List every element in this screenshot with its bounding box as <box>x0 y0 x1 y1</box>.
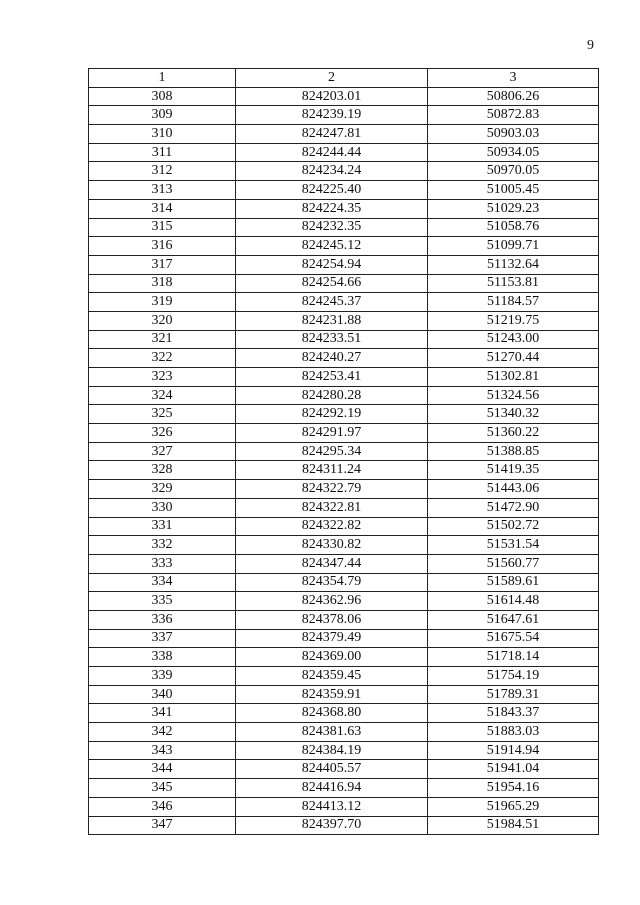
table-row <box>89 237 599 256</box>
table-cell: 824244.44 <box>236 143 428 162</box>
table-cell: 51340.32 <box>428 405 599 424</box>
table-cell: 51718.14 <box>428 648 599 667</box>
table-cell: 824245.37 <box>236 293 428 312</box>
table-cell: 331 <box>89 517 236 536</box>
table-cell: 51058.76 <box>428 218 599 237</box>
table-cell: 311 <box>89 143 236 162</box>
table-header-row <box>89 69 599 88</box>
table-cell: 51219.75 <box>428 311 599 330</box>
table-row <box>89 610 599 629</box>
table-cell: 824225.40 <box>236 181 428 200</box>
table-cell: 51647.61 <box>428 610 599 629</box>
table-cell: 51005.45 <box>428 181 599 200</box>
table-row <box>89 87 599 106</box>
table-row <box>89 199 599 218</box>
table-row <box>89 293 599 312</box>
table-cell: 338 <box>89 648 236 667</box>
table-row <box>89 704 599 723</box>
table-row <box>89 442 599 461</box>
table-cell: 51029.23 <box>428 199 599 218</box>
table-row <box>89 330 599 349</box>
table-cell: 824359.45 <box>236 667 428 686</box>
table-cell: 824330.82 <box>236 536 428 555</box>
table-row <box>89 181 599 200</box>
table-row <box>89 386 599 405</box>
table-row <box>89 797 599 816</box>
table-row <box>89 592 599 611</box>
table-cell: 51270.44 <box>428 349 599 368</box>
table-row <box>89 554 599 573</box>
table-row <box>89 143 599 162</box>
table-row <box>89 125 599 144</box>
table-cell: 824405.57 <box>236 760 428 779</box>
table-cell: 51984.51 <box>428 816 599 835</box>
table-cell: 51954.16 <box>428 779 599 798</box>
table-cell: 51243.00 <box>428 330 599 349</box>
table-body <box>89 87 599 835</box>
table-cell: 340 <box>89 685 236 704</box>
table-cell: 824379.49 <box>236 629 428 648</box>
table-cell: 342 <box>89 723 236 742</box>
table-cell: 329 <box>89 480 236 499</box>
table-cell: 824311.24 <box>236 461 428 480</box>
table-cell: 308 <box>89 87 236 106</box>
table-cell: 310 <box>89 125 236 144</box>
table-cell: 824368.80 <box>236 704 428 723</box>
table-cell: 51914.94 <box>428 741 599 760</box>
table-row <box>89 461 599 480</box>
table-cell: 50872.83 <box>428 106 599 125</box>
table-cell: 315 <box>89 218 236 237</box>
table-cell: 51443.06 <box>428 480 599 499</box>
table-row <box>89 536 599 555</box>
table-cell: 332 <box>89 536 236 555</box>
table-cell: 824245.12 <box>236 237 428 256</box>
table-cell: 824254.66 <box>236 274 428 293</box>
table-cell: 50934.05 <box>428 143 599 162</box>
table-cell: 313 <box>89 181 236 200</box>
table-row <box>89 480 599 499</box>
table-row <box>89 424 599 443</box>
table-cell: 319 <box>89 293 236 312</box>
table-cell: 824280.28 <box>236 386 428 405</box>
table-row <box>89 760 599 779</box>
table-cell: 824322.79 <box>236 480 428 499</box>
table-cell: 51132.64 <box>428 255 599 274</box>
table-cell: 824381.63 <box>236 723 428 742</box>
table-cell: 824247.81 <box>236 125 428 144</box>
table-cell: 51754.19 <box>428 667 599 686</box>
table-cell: 51502.72 <box>428 517 599 536</box>
table-cell: 347 <box>89 816 236 835</box>
table-cell: 824232.35 <box>236 218 428 237</box>
table-cell: 323 <box>89 368 236 387</box>
table-cell: 339 <box>89 667 236 686</box>
table-row <box>89 816 599 835</box>
table-row <box>89 629 599 648</box>
table-row <box>89 685 599 704</box>
table-cell: 824322.81 <box>236 498 428 517</box>
table-cell: 344 <box>89 760 236 779</box>
table-cell: 316 <box>89 237 236 256</box>
table-cell: 51589.61 <box>428 573 599 592</box>
table-cell: 50970.05 <box>428 162 599 181</box>
table-cell: 51360.22 <box>428 424 599 443</box>
table-cell: 824292.19 <box>236 405 428 424</box>
table-cell: 824239.19 <box>236 106 428 125</box>
table-cell: 50806.26 <box>428 87 599 106</box>
table-row <box>89 648 599 667</box>
table-cell: 327 <box>89 442 236 461</box>
table-cell: 321 <box>89 330 236 349</box>
table-row <box>89 349 599 368</box>
table-cell: 824397.70 <box>236 816 428 835</box>
table-cell: 312 <box>89 162 236 181</box>
table-cell: 51843.37 <box>428 704 599 723</box>
table-cell: 324 <box>89 386 236 405</box>
table-cell: 824240.27 <box>236 349 428 368</box>
table-cell: 330 <box>89 498 236 517</box>
table-cell: 824384.19 <box>236 741 428 760</box>
column-header-1: 1 <box>89 69 236 88</box>
column-header-2: 2 <box>236 69 428 88</box>
table-cell: 51941.04 <box>428 760 599 779</box>
table-cell: 824413.12 <box>236 797 428 816</box>
table-row <box>89 368 599 387</box>
table-cell: 824347.44 <box>236 554 428 573</box>
table-cell: 51388.85 <box>428 442 599 461</box>
table-cell: 314 <box>89 199 236 218</box>
table-cell: 51789.31 <box>428 685 599 704</box>
table-cell: 51614.48 <box>428 592 599 611</box>
table-row <box>89 218 599 237</box>
table-cell: 824253.41 <box>236 368 428 387</box>
table-cell: 824203.01 <box>236 87 428 106</box>
table-row <box>89 255 599 274</box>
table-cell: 824234.24 <box>236 162 428 181</box>
table-cell: 51184.57 <box>428 293 599 312</box>
table-cell: 318 <box>89 274 236 293</box>
table-cell: 824295.34 <box>236 442 428 461</box>
table-row <box>89 498 599 517</box>
table-cell: 824224.35 <box>236 199 428 218</box>
table-row <box>89 667 599 686</box>
table-cell: 51324.56 <box>428 386 599 405</box>
table-cell: 824362.96 <box>236 592 428 611</box>
table-row <box>89 162 599 181</box>
table-cell: 326 <box>89 424 236 443</box>
column-header-3: 3 <box>428 69 599 88</box>
table-row <box>89 311 599 330</box>
table-cell: 309 <box>89 106 236 125</box>
table-row <box>89 274 599 293</box>
table-cell: 824254.94 <box>236 255 428 274</box>
table-cell: 50903.03 <box>428 125 599 144</box>
table-cell: 336 <box>89 610 236 629</box>
table-cell: 320 <box>89 311 236 330</box>
table-row <box>89 106 599 125</box>
table-row <box>89 723 599 742</box>
table-cell: 824291.97 <box>236 424 428 443</box>
table-cell: 322 <box>89 349 236 368</box>
table-cell: 51302.81 <box>428 368 599 387</box>
table-cell: 51099.71 <box>428 237 599 256</box>
table-cell: 317 <box>89 255 236 274</box>
table-cell: 335 <box>89 592 236 611</box>
table-cell: 824359.91 <box>236 685 428 704</box>
table-cell: 51419.35 <box>428 461 599 480</box>
table-cell: 51153.81 <box>428 274 599 293</box>
table-cell: 824231.88 <box>236 311 428 330</box>
table-cell: 346 <box>89 797 236 816</box>
table-cell: 51560.77 <box>428 554 599 573</box>
table-cell: 824416.94 <box>236 779 428 798</box>
table-cell: 824322.82 <box>236 517 428 536</box>
table-cell: 337 <box>89 629 236 648</box>
table-cell: 51675.54 <box>428 629 599 648</box>
table-cell: 824378.06 <box>236 610 428 629</box>
coordinates-table <box>88 68 599 835</box>
table-cell: 51472.90 <box>428 498 599 517</box>
table-row <box>89 405 599 424</box>
table-cell: 51531.54 <box>428 536 599 555</box>
table-cell: 325 <box>89 405 236 424</box>
table-row <box>89 517 599 536</box>
table-row <box>89 741 599 760</box>
table-cell: 824354.79 <box>236 573 428 592</box>
table-cell: 333 <box>89 554 236 573</box>
table-cell: 328 <box>89 461 236 480</box>
table-cell: 824369.00 <box>236 648 428 667</box>
table-row <box>89 779 599 798</box>
table-cell: 345 <box>89 779 236 798</box>
table-cell: 51883.03 <box>428 723 599 742</box>
table-cell: 341 <box>89 704 236 723</box>
page-number: 9 <box>587 38 594 53</box>
table-cell: 343 <box>89 741 236 760</box>
table-cell: 334 <box>89 573 236 592</box>
table-cell: 824233.51 <box>236 330 428 349</box>
table-cell: 51965.29 <box>428 797 599 816</box>
table-row <box>89 573 599 592</box>
